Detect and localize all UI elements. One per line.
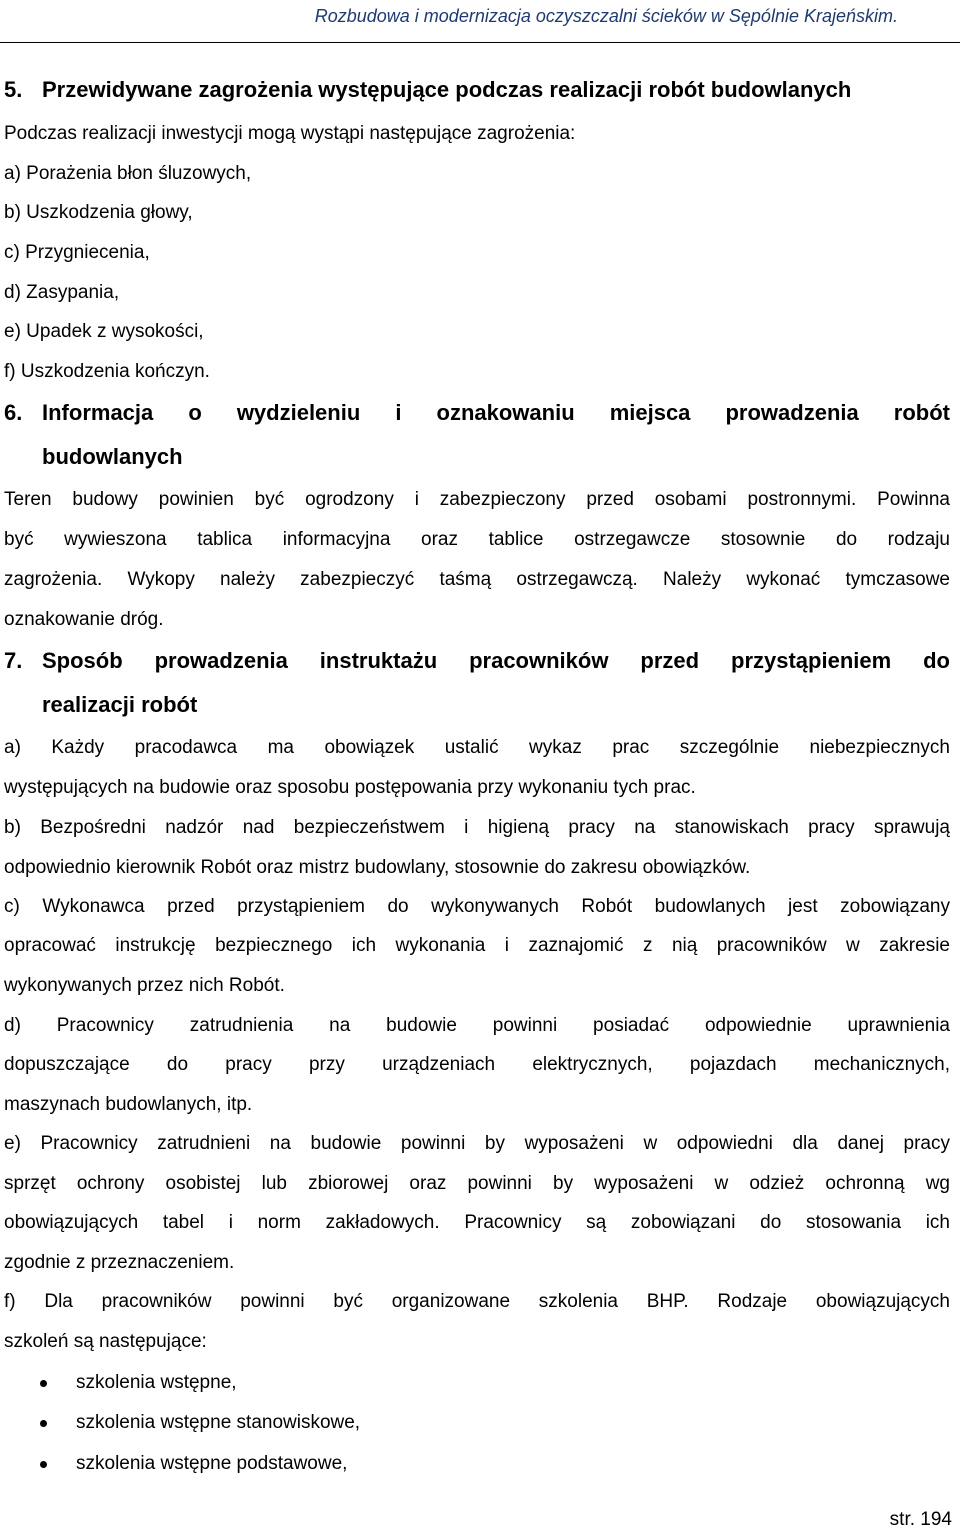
section-7-text-line: dopuszczające do pracy przy urządzeniach elektrycznych, pojazdach mechanicznych, xyxy=(4,1054,950,1075)
section-7-title-line2: realizacji robót xyxy=(42,692,198,717)
section-7-text-line: maszynach budowlanych, itp. xyxy=(4,1094,253,1115)
section-6-title-line2: budowlanych xyxy=(42,444,183,469)
bullet-icon xyxy=(40,1461,47,1468)
section-6-heading xyxy=(4,391,950,479)
section-7-text-line: sprzęt ochrony osobistej lub zbiorowej oraz powinni by wyposażeni w odzież ochronną wg xyxy=(4,1173,950,1194)
section-7-heading xyxy=(4,639,950,727)
page-header xyxy=(0,0,960,43)
section-7-text-line: występujących na budowie oraz sposobu postępowania przy wykonaniu tych prac. xyxy=(4,777,696,798)
hazard-item: d) Zasypania, xyxy=(4,282,120,303)
hazard-item: c) Przygniecenia, xyxy=(4,242,150,263)
section-7-text-line: b) Bezpośredni nadzór nad bezpieczeństwem i higieną pracy na stanowiskach pracy sprawują xyxy=(4,817,950,838)
section-7-number: 7. xyxy=(4,648,23,673)
section-6-text-line: Teren budowy powinien być ogrodzony i zabezpieczony przed osobami postronnymi. Powinna xyxy=(4,489,950,510)
section-6-text-line: zagrożenia. Wykopy należy zabezpieczyć taśmą ostrzegawczą. Należy wykonać tymczasowe xyxy=(4,569,950,590)
section-5-title: Przewidywane zagrożenia występujące podczas realizacji robót budowlanych xyxy=(42,77,852,102)
section-6-text-line: być wywieszona tablica informacyjna oraz tablice ostrzegawcze stosownie do rodzaju xyxy=(4,529,950,550)
section-7-text-line: szkoleń są następujące: xyxy=(4,1331,207,1352)
section-5-heading xyxy=(4,68,950,112)
section-7-text-line: a) Każdy pracodawca ma obowiązek ustalić wykaz prac szczególnie niebezpiecznych xyxy=(4,737,950,758)
bullet-icon xyxy=(40,1380,47,1387)
hazard-item: a) Porażenia błon śluzowych, xyxy=(4,163,252,184)
section-7-text-line: wykonywanych przez nich Robót. xyxy=(4,975,285,996)
section-7-text-line: e) Pracownicy zatrudnieni na budowie powinni by wyposażeni w odpowiedni dla danej pracy xyxy=(4,1133,950,1154)
document-title: Rozbudowa i modernizacja oczyszczalni ścieków w Sępólnie Krajeńskim. xyxy=(314,6,898,26)
section-6-number: 6. xyxy=(4,400,23,425)
hazard-item: b) Uszkodzenia głowy, xyxy=(4,202,193,223)
section-7-text-line: f) Dla pracowników powinni być organizowane szkolenia BHP. Rodzaje obowiązujących xyxy=(4,1291,950,1312)
section-6-title-line1: Informacja o wydzieleniu i oznakowaniu miejsca prowadzenia robót xyxy=(42,400,950,425)
hazard-item: e) Upadek z wysokości, xyxy=(4,321,204,342)
section-7-text-line: zgodnie z przeznaczeniem. xyxy=(4,1252,235,1273)
section-5-number: 5. xyxy=(4,77,23,102)
section-7-text-line: obowiązujących tabel i norm zakładowych. Pracownicy są zobowiązani do stosowania ich xyxy=(4,1212,950,1233)
section-7-text-line: odpowiednio kierownik Robót oraz mistrz budowlany, stosownie do zakresu obowiązków. xyxy=(4,857,751,878)
section-7-title-line1: Sposób prowadzenia instruktażu pracowników przed przystąpieniem do xyxy=(42,648,950,673)
training-list-item: szkolenia wstępne stanowiskowe, xyxy=(76,1412,361,1433)
section-7-text-line: d) Pracownicy zatrudnienia na budowie powinni posiadać odpowiednie uprawnienia xyxy=(4,1015,950,1036)
bullet-icon xyxy=(40,1420,47,1427)
section-7-text-line: opracować instrukcję bezpiecznego ich wykonania i zaznajomić z nią pracowników w zakresie xyxy=(4,935,950,956)
training-list-item: szkolenia wstępne, xyxy=(76,1372,237,1393)
section-5-intro: Podczas realizacji inwestycji mogą wystąpi następujące zagrożenia: xyxy=(4,123,576,144)
section-7-text-line: c) Wykonawca przed przystąpieniem do wykonywanych Robót budowlanych jest zobowiązany xyxy=(4,896,950,917)
page-number: str. 194 xyxy=(889,1509,952,1530)
hazard-item: f) Uszkodzenia kończyn. xyxy=(4,361,210,382)
training-list-item: szkolenia wstępne podstawowe, xyxy=(76,1453,348,1474)
section-6-text-line: oznakowanie dróg. xyxy=(4,609,164,630)
